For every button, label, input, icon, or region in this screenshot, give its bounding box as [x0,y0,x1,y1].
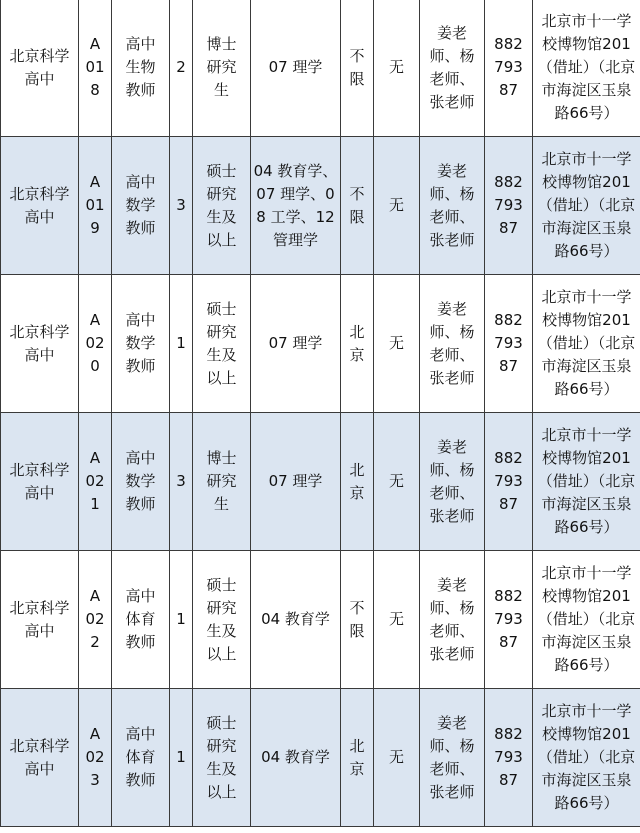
major-cell: 04 教育学、07 理学、08 工学、12 管理学 [251,137,341,275]
address-cell: 北京市十一学校博物馆201（借址）（北京市海淀区玉泉路66号） [533,551,640,689]
position-code-cell: A 01 9 [79,137,112,275]
other-requirement-cell: 无 [374,689,420,827]
unit-cell: 北京科学高中 [1,413,79,551]
residence-cell: 北 京 [341,689,374,827]
position-name-cell: 高中 体育 教师 [112,551,170,689]
hire-count-cell: 1 [170,275,193,413]
major-cell: 04 教育学 [251,689,341,827]
phone-cell: 882 793 87 [485,275,533,413]
address-cell: 北京市十一学校博物馆201（借址）（北京市海淀区玉泉路66号） [533,689,640,827]
phone-cell: 882 793 87 [485,137,533,275]
table-row [1,689,640,827]
hire-count-cell: 3 [170,413,193,551]
other-requirement-cell: 无 [374,137,420,275]
phone-cell: 882 793 87 [485,689,533,827]
table-row [1,275,640,413]
other-requirement-cell: 无 [374,275,420,413]
table-row [1,413,640,551]
table-row [1,137,640,275]
position-name-cell: 高中 体育 教师 [112,689,170,827]
residence-cell: 北 京 [341,275,374,413]
other-requirement-cell: 无 [374,413,420,551]
phone-cell: 882 793 87 [485,551,533,689]
unit-cell: 北京科学高中 [1,0,79,137]
education-cell: 博士 研究 生 [193,0,251,137]
table-row [1,0,640,137]
position-code-cell: A 02 2 [79,551,112,689]
position-code-cell: A 01 8 [79,0,112,137]
hire-count-cell: 1 [170,551,193,689]
contact-cell: 姜老 师、杨 老师、 张老师 [420,689,485,827]
position-name-cell: 高中 数学 教师 [112,413,170,551]
address-cell: 北京市十一学校博物馆201（借址）（北京市海淀区玉泉路66号） [533,137,640,275]
residence-cell: 不 限 [341,0,374,137]
education-cell: 硕士 研究 生及 以上 [193,275,251,413]
unit-cell: 北京科学高中 [1,137,79,275]
position-code-cell: A 02 3 [79,689,112,827]
contact-cell: 姜老 师、杨 老师、 张老师 [420,275,485,413]
major-cell: 04 教育学 [251,551,341,689]
contact-cell: 姜老 师、杨 老师、 张老师 [420,0,485,137]
address-cell: 北京市十一学校博物馆201（借址）（北京市海淀区玉泉路66号） [533,413,640,551]
contact-cell: 姜老 师、杨 老师、 张老师 [420,413,485,551]
major-cell: 07 理学 [251,413,341,551]
address-cell: 北京市十一学校博物馆201（借址）（北京市海淀区玉泉路66号） [533,0,640,137]
other-requirement-cell: 无 [374,0,420,137]
hire-count-cell: 1 [170,689,193,827]
contact-cell: 姜老 师、杨 老师、 张老师 [420,137,485,275]
position-code-cell: A 02 1 [79,413,112,551]
education-cell: 硕士 研究 生及 以上 [193,137,251,275]
education-cell: 硕士 研究 生及 以上 [193,551,251,689]
unit-cell: 北京科学高中 [1,275,79,413]
table-row [1,551,640,689]
position-code-cell: A 02 0 [79,275,112,413]
position-name-cell: 高中 生物 教师 [112,0,170,137]
phone-cell: 882 793 87 [485,0,533,137]
phone-cell: 882 793 87 [485,413,533,551]
address-cell: 北京市十一学校博物馆201（借址）（北京市海淀区玉泉路66号） [533,275,640,413]
residence-cell: 北 京 [341,413,374,551]
residence-cell: 不 限 [341,137,374,275]
education-cell: 博士 研究 生 [193,413,251,551]
residence-cell: 不 限 [341,551,374,689]
major-cell: 07 理学 [251,275,341,413]
hire-count-cell: 2 [170,0,193,137]
major-cell: 07 理学 [251,0,341,137]
other-requirement-cell: 无 [374,551,420,689]
position-name-cell: 高中 数学 教师 [112,275,170,413]
position-name-cell: 高中 数学 教师 [112,137,170,275]
education-cell: 硕士 研究 生及 以上 [193,689,251,827]
contact-cell: 姜老 师、杨 老师、 张老师 [420,551,485,689]
unit-cell: 北京科学高中 [1,689,79,827]
unit-cell: 北京科学高中 [1,551,79,689]
hire-count-cell: 3 [170,137,193,275]
